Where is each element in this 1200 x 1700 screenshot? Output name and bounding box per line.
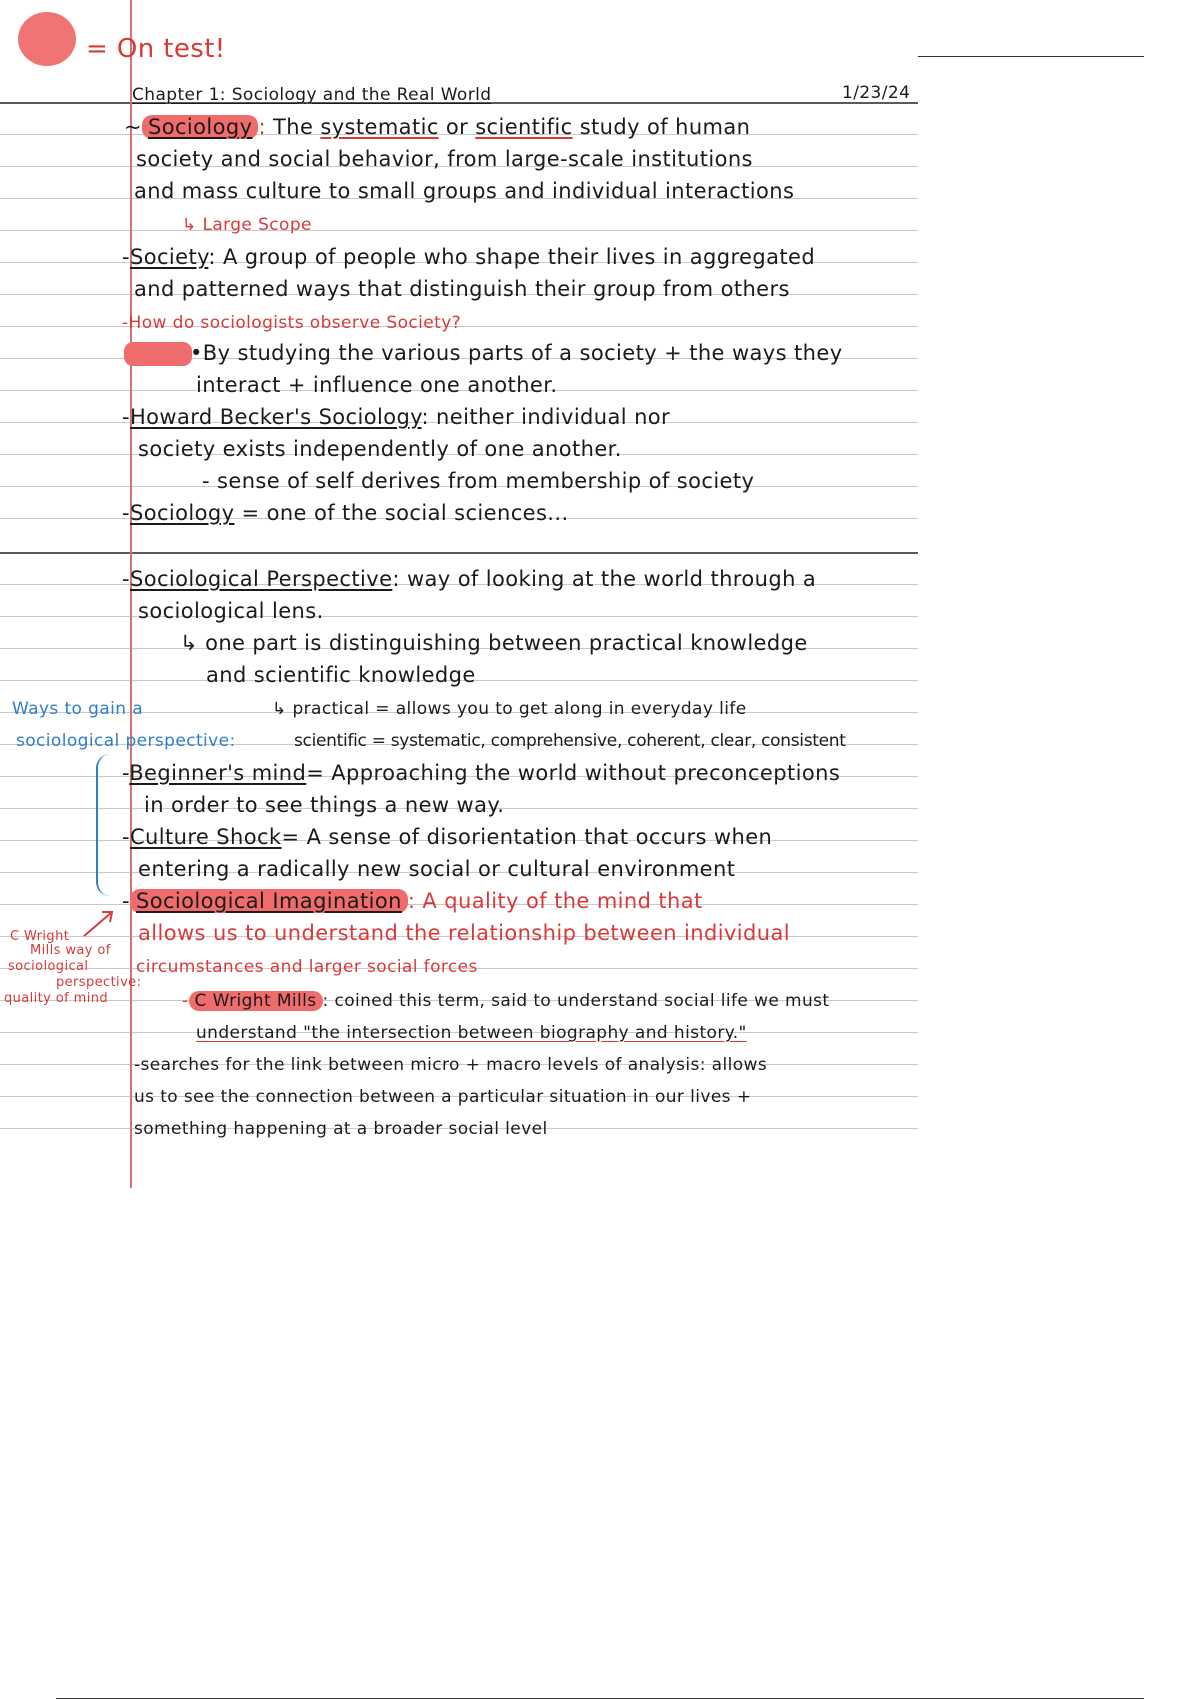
highlight-mark — [124, 342, 192, 366]
definition-culture-shock: -Culture Shock= A sense of disorientation that occurs when — [122, 825, 773, 849]
ruled-line — [0, 230, 918, 231]
term: Sociological Perspective — [129, 567, 393, 591]
text: = A sense of disorientation that occurs when — [281, 825, 773, 849]
text: or — [445, 115, 469, 139]
section-divider — [0, 552, 918, 554]
question-text: How do sociologists observe Society? — [128, 313, 462, 333]
note-line-red: allows us to understand the relationship between individual — [138, 921, 790, 945]
colon: : — [258, 115, 266, 139]
term: Culture Shock — [129, 825, 282, 849]
side-note-blue: sociological perspective: — [16, 731, 236, 751]
note-line: society and social behavior, from large-scale institutions — [136, 147, 753, 171]
note-line: scientific = systematic, comprehensive, coherent, clear, consistent — [294, 731, 846, 751]
text: : A group of people who shape their lives in aggregated — [208, 245, 816, 269]
legend-text: = On test! — [86, 34, 226, 64]
term-highlight: Sociology — [142, 115, 258, 139]
underlined-quote: understand "the intersection between biography and history." — [196, 1023, 747, 1043]
definition-sociology-science: -Sociology = one of the social sciences... — [122, 501, 569, 525]
note-line: and patterned ways that distinguish their group from others — [134, 277, 790, 301]
definition-sociology: ~ Sociology : The systematic or scientific study of human — [124, 115, 751, 139]
note-line: and scientific knowledge — [206, 663, 476, 687]
footer-line — [56, 1698, 1144, 1699]
definition-beginners-mind: -Beginner's mind= Approaching the world without preconceptions — [122, 761, 841, 785]
note-line: -searches for the link between micro + macro levels of analysis: allows — [134, 1055, 768, 1075]
highlight-legend-dot — [18, 12, 76, 66]
note-line: something happening at a broader social level — [134, 1119, 548, 1139]
definition-sociological-perspective: -Sociological Perspective: way of looking at the world through a — [122, 567, 817, 591]
underlined-word: systematic — [320, 115, 439, 139]
definition-becker: -Howard Becker's Sociology: neither individual nor — [122, 405, 671, 429]
side-note-red: quality of mind — [4, 991, 109, 1006]
quote-line — [196, 1020, 747, 1046]
note-line: ↳ one part is distinguishing between practical knowledge — [180, 631, 808, 655]
note-line: interact + influence one another. — [196, 373, 558, 397]
note-line: in order to see things a new way. — [144, 793, 505, 817]
blue-brace — [96, 754, 112, 896]
name-blank-line — [918, 56, 1144, 57]
term: Beginner's mind — [129, 761, 307, 785]
note-line: society exists independently of one another. — [138, 437, 622, 461]
note-line: and mass culture to small groups and individual interactions — [134, 179, 795, 203]
term: Sociology — [129, 501, 235, 525]
text: : way of looking at the world through a — [392, 567, 817, 591]
side-note-blue: Ways to gain a — [12, 699, 144, 719]
note-line-red: circumstances and larger social forces — [136, 957, 478, 977]
side-note-red: C Wright — [10, 929, 70, 944]
text: = Approaching the world without preconceptions — [306, 761, 841, 785]
note-line: ↳ practical = allows you to get along in everyday life — [272, 699, 747, 719]
question-line: -How do sociologists observe Society? — [122, 313, 462, 333]
term-highlight: C Wright Mills — [189, 991, 323, 1011]
side-note-red: Mills way of — [30, 943, 111, 958]
text: The — [273, 115, 314, 139]
text: study of human — [579, 115, 751, 139]
note-line: - sense of self derives from membership of society — [202, 469, 755, 493]
chapter-title: Chapter 1: Sociology and the Real World — [132, 85, 492, 105]
term: Society — [129, 245, 209, 269]
underlined-word: scientific — [475, 115, 573, 139]
definition-society: -Society: A group of people who shape their lives in aggregated — [122, 245, 816, 269]
text: : coined this term, said to understand social life we must — [322, 991, 830, 1011]
text: : A quality of the mind that — [407, 889, 703, 913]
margin-line — [130, 0, 132, 1188]
note-date: 1/23/24 — [842, 83, 911, 103]
note-line: sociological lens. — [138, 599, 324, 623]
note-line: us to see the connection between a particular situation in our lives + — [134, 1087, 752, 1107]
note-line: •By studying the various parts of a society + the ways they — [190, 341, 843, 365]
term-highlight: Sociological Imagination — [130, 889, 408, 913]
arrow-icon — [82, 908, 116, 938]
definition-c-wright-mills: - C Wright Mills : coined this term, said to understand social life we must — [182, 991, 830, 1011]
text: = one of the social sciences... — [241, 501, 569, 525]
text: : neither individual nor — [421, 405, 671, 429]
annotation-large-scope: ↳ Large Scope — [182, 215, 312, 235]
definition-sociological-imagination: - Sociological Imagination : A quality of the mind that — [122, 889, 703, 913]
side-note-red: sociological — [8, 959, 89, 974]
note-line: entering a radically new social or cultural environment — [138, 857, 736, 881]
term: Howard Becker's Sociology — [129, 405, 422, 429]
side-note-red: perspective: — [56, 975, 142, 990]
